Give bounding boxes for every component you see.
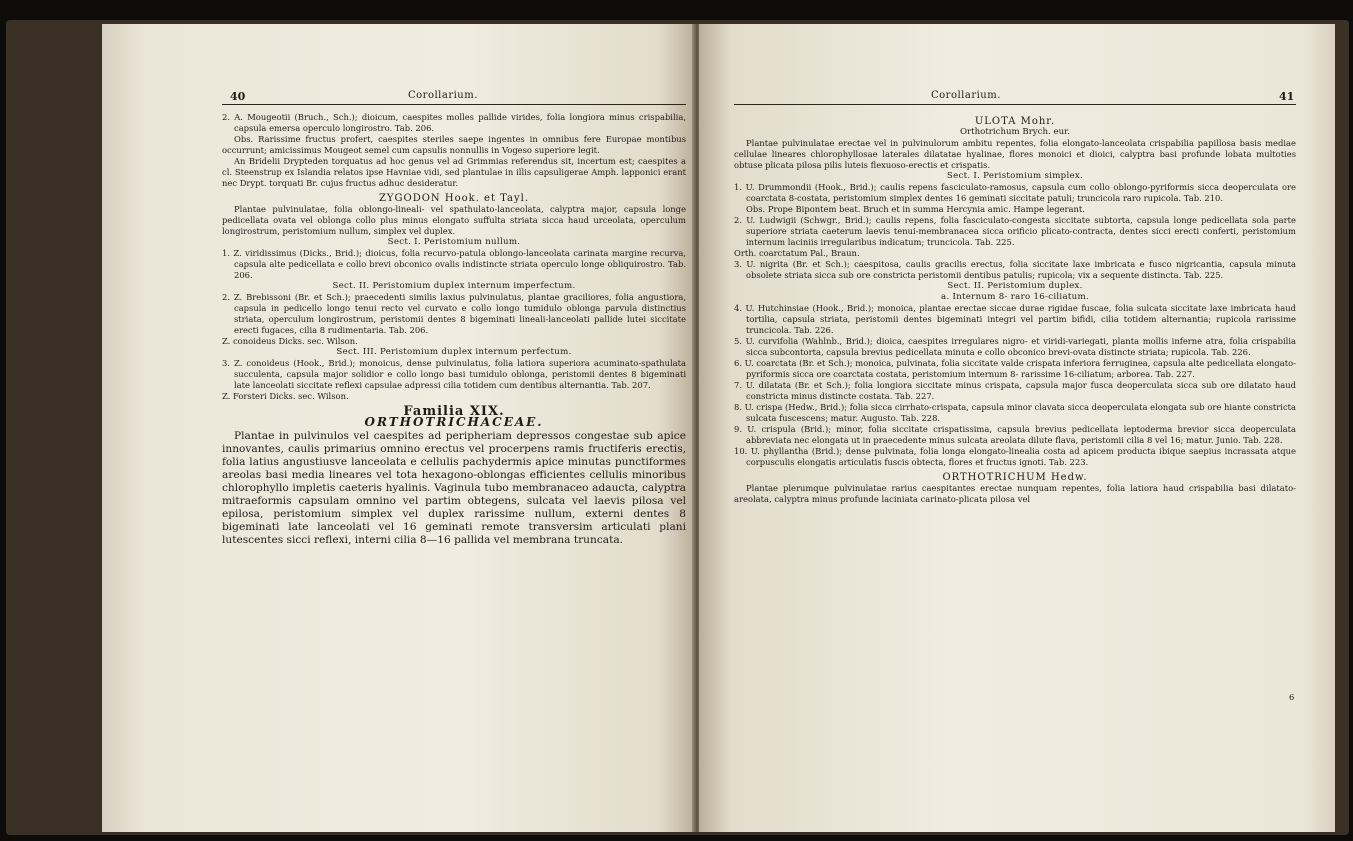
running-header: Corollarium.	[931, 90, 1001, 101]
paragraph: 9. U. crispula (Brid.); minor, folia siccitate crispatissima, capsula brevius pedicellata leptoderma brevior sicca deoperculata abbreviata nec elongata ut in praecedente minus sulcata areolata dilute flava, peristomii cilia 8 vel 16; matur. Junio. Tab. 228.	[734, 424, 1296, 445]
paragraph: 3. Z. conoideus (Hook., Brid.); monoicus, dense pulvinulatus, folia latiora superiora acuminato-spathulata succulenta, capsula major solidior e collo longo basi tumidulo oblonga, peristomii dentes 8 bigeminati late lanceolati siccitate reflexi capsulae adpressi cilia totidem cum dentibus alternantia. Tab. 207.	[222, 358, 686, 390]
paragraph: 5. U. curvifolia (Wahlnb., Brid.); dioica, caespites irregulares nigro- et viridi-variegati, planta mollis inferne atra, folia crispabilia sicca subcontorta, capsula brevius pedicellata minuta e collo obconico brevi-ovata distincte striata; rupicola. Tab. 226.	[734, 336, 1296, 357]
paragraph: Obs. Prope Bipontem beat. Bruch et in summa Hercynia amic. Hampe legerant.	[746, 204, 1085, 214]
paragraph: Plantae pulvinulatae, folia oblongo-lineali- vel spathulato-lanceolata, calyptra major, capsula longe pedicellata ovata vel oblonga collo plus minus elongato suffulta striata sicca haud urceolata, operculum longirostrum, peristomium nullum, simplex vel duplex.	[222, 204, 686, 236]
paragraph: Plantae in pulvinulos vel caespites ad peripheriam depressos congestae sub apice innovantes, caulis primarius omnino erectus vel procerpens ramis fructiferis erectis, folia latius angustiusve lanceolata e cellulis pachydermis apice minutas punctiformes areolas basi media lineares vel tota hexagono-oblongas efficientes cellulis minoribus chlorophyllo impletis caeteris hyalinis. Vaginula tubo membranaceo adaucta, calyptra mitraeformis capsulam omnino vel partim obtegens, sulcata vel laevis pilosa vel epilosa, peristomium simplex vel duplex rarissime nullum, externi dentes 8 bigeminati late lanceolati vel 16 geminati remote transversim articulati plani lutescentes sicci reflexi, interni cilia 8—16 pallida vel membrana truncata.	[222, 430, 686, 546]
paragraph: 2. Z. Brebissoni (Br. et Sch.); praecedenti similis laxius pulvinulatus, plantae graciliores, folia angustiora, capsula in pedicello longo tenui recto vel curvato e collo longo tumidulo oblonga parvula distinctius striata, operculum longirostrum, peristomii dentes 8 bigeminati lineali-lanceolati pallide lutei siccitate erecti fugaces, cilia 8 rudimentaria. Tab. 206.	[222, 292, 686, 335]
page-text	[222, 112, 686, 547]
paragraph: Sect. III. Peristomium duplex internum perfectum.	[336, 347, 572, 357]
paragraph: 2. U. Ludwigii (Schwgr., Brid.); caulis repens, folia fasciculato-congesta siccitate subtorta, capsula longe pedicellata sola parte superiore striata caeterum laevis tenui-membranacea sicca orificio plicato-contracta, dentes sicci erecti conferti, peristomium internum laciniis irregularibus indicatum; truncicola. Tab. 225.	[734, 215, 1296, 247]
left-page	[102, 24, 695, 832]
paragraph: 10. U. phyllantha (Brid.); dense pulvinata, folia longa elongato-linealia costa ad apicem producta ibique saepius incrassata atque corpusculis elongatis articulatis fuscis obtecta, flores et fructus ignoti. Tab. 223.	[734, 446, 1296, 467]
signature-mark: 6	[1289, 692, 1295, 702]
paragraph: ULOTA Mohr.	[974, 116, 1056, 127]
paragraph: Sect. I. Peristomium simplex.	[946, 171, 1084, 181]
paragraph: 6. U. coarctata (Br. et Sch.); monoica, pulvinata, folia siccitate valde crispata inferiora ferruginea, capsula alte pedicellata elongato-pyriformis sicca ore coarctata costata, peristomium internum 8- rarissime 16-ciliatum; arborea. Tab. 227.	[734, 358, 1296, 379]
page-text	[734, 112, 1296, 505]
paragraph: a. Internum 8- raro 16-ciliatum.	[941, 292, 1089, 302]
page-number: 41	[1279, 90, 1295, 103]
paragraph: 8. U. crispa (Hedw., Brid.); folia sicca cirrhato-crispata, capsula minor clavata sicca deoperculata elongata sub ore hiante constricta sulcata fuscescens; matur. Augusto. Tab. 228.	[734, 402, 1296, 423]
page-number: 40	[230, 90, 246, 103]
paragraph: Z. Forsteri Dicks. sec. Wilson.	[222, 391, 349, 401]
paragraph: ZYGODON Hook. et Tayl.	[378, 193, 530, 204]
paragraph: Z. conoideus Dicks. sec. Wilson.	[222, 336, 358, 346]
paragraph: 1. U. Drummondii (Hook., Brid.); caulis repens fasciculato-ramosus, capsula cum collo oblongo-pyriformis sicca deoperculata ore coarctata 8-costata, peristomium simplex dentes 16 geminati siccitate patuli; truncicola raro rupicola. Tab. 210.	[734, 182, 1296, 203]
paragraph: 1. Z. viridissimus (Dicks., Brid.); dioicus, folia recurvo-patula oblongo-lanceolata carinata margine recurva, capsula alte pedicellata e collo brevi obconico ovalis indistincte striata operculo longe obliquirostro. Tab. 206.	[222, 248, 686, 280]
right-page	[699, 24, 1335, 832]
header-rule	[734, 104, 1296, 105]
paragraph: ORTHOTRICHUM Hedw.	[942, 472, 1088, 483]
paragraph: Sect. I. Peristomium nullum.	[387, 237, 521, 247]
paragraph: Plantae plerumque pulvinulatae rarius caespitantes erectae nunquam repentes, folia latiora haud crispabilia basi dilatato-areolata, calyptra minus profunde laciniata carinato-plicata pilosa vel	[734, 483, 1296, 504]
paragraph: Orthotrichum Brych. eur.	[960, 127, 1070, 137]
paragraph: Orth. coarctatum Pal., Braun.	[734, 248, 860, 258]
paragraph: 7. U. dilatata (Br. et Sch.); folia longiora siccitate minus crispata, capsula major fusca deoperculata sicca sub ore dilatato haud constricta minus distincte costata. Tab. 227.	[734, 380, 1296, 401]
paragraph: 3. U. nigrita (Br. et Sch.); caespitosa, caulis gracilis erectus, folia siccitate laxe imbricata e fusco nigricantia, capsula minuta obsolete striata sicca sub ore constricta peristomii dentibus patulis; rupicola; vix a sequente distincta. Tab. 225.	[734, 259, 1296, 280]
paragraph: An Bridelii Drypteden torquatus ad hoc genus vel ad Grimmias referendus sit, incertum est; caespites a cl. Steenstrup ex Islandia relatos ipse Havniae vidi, sed plantulae in illis capsuligerae Amph. lapponici erant nec Drypt. torquati Br. cujus fructus adhuc desideratur.	[222, 156, 686, 188]
paragraph: Plantae pulvinulatae erectae vel in pulvinulorum ambitu repentes, folia elongato-lanceolata crispabilia papillosa basis mediae cellulae lineares chlorophyllosae laterales dilatatae hyalinae, flores monoici et dioici, calyptra basi profunde lobata multoties obtuse plicata pilosa pilis luteis flexuoso-erectis et crispatis.	[734, 138, 1296, 170]
running-header: Corollarium.	[408, 90, 478, 101]
paragraph: Obs. Rarissime fructus profert, caespites steriles saepe ingentes in omnibus fere Europae montibus occurrunt; amicissimus Mougeot semel cum capsulis nonnullis in Vogeso superiore legit.	[222, 134, 686, 155]
paragraph: ORTHOTRICHACEAE.	[364, 415, 544, 429]
paragraph: 2. A. Mougeotii (Bruch., Sch.); dioicum, caespites molles pallide virides, folia longiora minus crispabilia, capsula emersa operculo longirostro. Tab. 206.	[222, 112, 686, 133]
paragraph: 4. U. Hutchinsiae (Hook., Brid.); monoica, plantae erectae siccae durae rigidae fuscae, folia sulcata siccitate laxe imbricata haud tortilia, capsula striata, peristomii dentes bigeminati integri vel partim bifidi, cilia totidem alternantia; rupicola rarissime truncicola. Tab. 226.	[734, 303, 1296, 335]
paragraph: Familia XIX.	[403, 404, 505, 419]
header-rule	[222, 104, 686, 105]
paragraph: Sect. II. Peristomium duplex.	[947, 281, 1083, 291]
paragraph: Sect. II. Peristomium duplex internum imperfectum.	[332, 281, 576, 291]
open-book	[6, 20, 1349, 835]
